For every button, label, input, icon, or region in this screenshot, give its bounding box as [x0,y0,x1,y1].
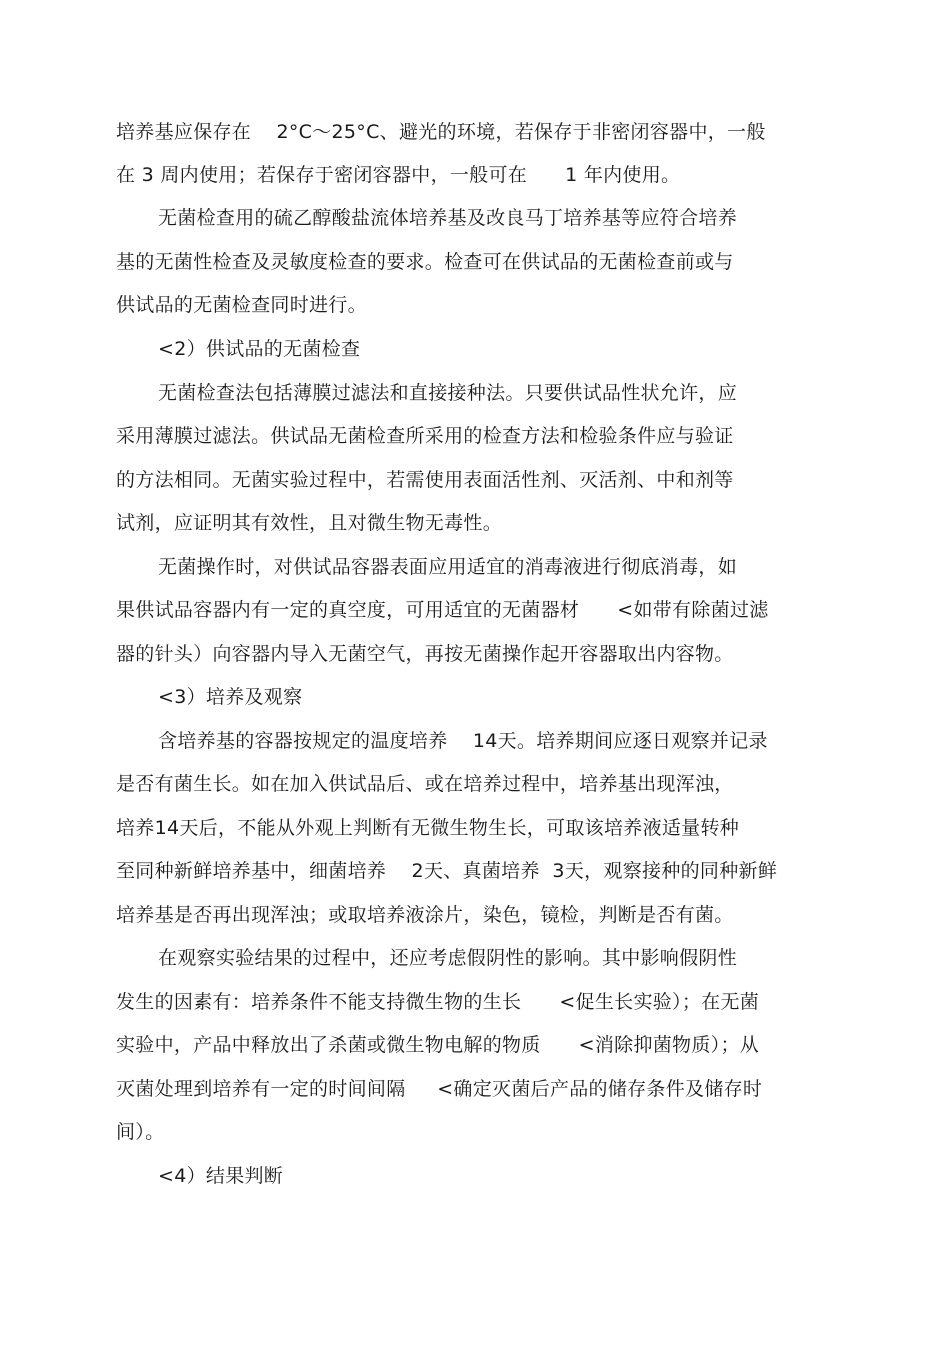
text-line: 间）。 [116,1121,165,1143]
text-line: 培养14天后，不能从外观上判断有无微生物生长，可取该培养液适量转种 [116,817,740,839]
paragraph-first-line: 含培养基的容器按规定的温度培养 14天。培养期间应逐日观察并记录 [158,730,768,752]
section-heading: <3）培养及观察 [158,686,303,708]
section-heading: <4）结果判断 [158,1165,284,1187]
text-line: 采用薄膜过滤法。供试品无菌检查所采用的检查方法和检验条件应与验证 [116,425,734,447]
text-line: 培养基是否再出现浑浊；或取培养液涂片，染色，镜检，判断是否有菌。 [116,904,734,926]
text-line: 是否有菌生长。如在加入供试品后、或在培养过程中，培养基出现浑浊， [116,773,734,795]
paragraph-first-line: 在观察实验结果的过程中，还应考虑假阴性的影响。其中影响假阴性 [158,947,738,969]
text-line: 试剂，应证明其有效性，且对微生物无毒性。 [116,512,503,534]
text-line: 培养基应保存在 2°C～25°C、避光的环境，若保存于非密闭容器中，一般 [116,121,766,143]
text-line: 供试品的无菌检查同时进行。 [116,294,367,316]
section-heading: <2）供试品的无菌检查 [158,338,361,360]
text-line: 实验中，产品中释放出了杀菌或微生物电解的物质 <消除抑菌物质）；从 [116,1034,760,1056]
text-line: 至同种新鲜培养基中，细菌培养 2天、真菌培养 3天，观察接种的同种新鲜 [116,860,778,882]
paragraph-first-line: 无菌检查法包括薄膜过滤法和直接接种法。只要供试品性状允许，应 [158,382,738,404]
paragraph-first-line: 无菌操作时，对供试品容器表面应用适宜的消毒液进行彻底消毒，如 [158,556,738,578]
text-line: 灭菌处理到培养有一定的时间间隔 <确定灭菌后产品的储存条件及储存时 [116,1078,763,1100]
text-line: 的方法相同。无菌实验过程中，若需使用表面活性剂、灭活剂、中和剂等 [116,469,734,491]
text-line: 发生的因素有：培养条件不能支持微生物的生长 <促生长实验）；在无菌 [116,991,760,1013]
text-line: 器的针头）向容器内导入无菌空气，再按无菌操作起开容器取出内容物。 [116,643,734,665]
text-line: 在 3 周内使用；若保存于密闭容器中，一般可在 1 年内使用。 [116,164,681,186]
text-line: 基的无菌性检查及灵敏度检查的要求。检查可在供试品的无菌检查前或与 [116,251,734,273]
text-line: 果供试品容器内有一定的真空度，可用适宜的无菌器材 <如带有除菌过滤 [116,599,769,621]
paragraph-first-line: 无菌检查用的硫乙醇酸盐流体培养基及改良马丁培养基等应符合培养 [158,207,738,229]
